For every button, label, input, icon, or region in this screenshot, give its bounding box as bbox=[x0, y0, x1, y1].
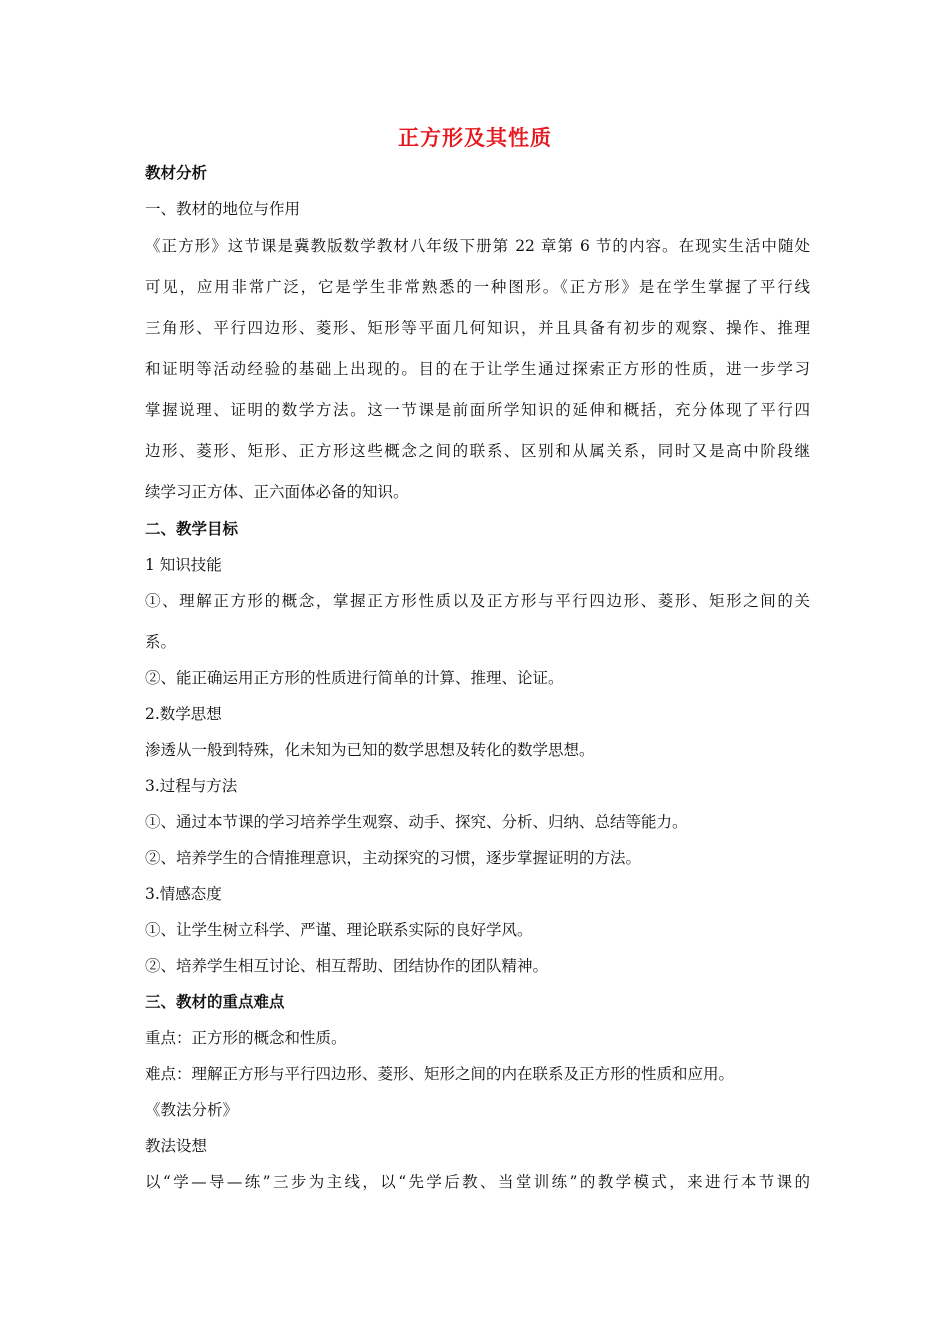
difficulty-line: 难点：理解正方形与平行四边形、菱形、矩形之间的内在联系及正方形的性质和应用。 bbox=[145, 1065, 735, 1083]
list-item: ②、培养学生的合情推理意识，主动探究的习惯，逐步掌握证明的方法。 bbox=[145, 849, 642, 867]
paragraph-line: 边形、菱形、矩形、正方形这些概念之间的联系、区别和从属关系，同时又是高中阶段继 bbox=[145, 442, 810, 460]
subheading-teaching-method-plan: 教法设想 bbox=[145, 1137, 208, 1155]
section-heading-textbook-analysis: 教材分析 bbox=[145, 164, 208, 182]
list-item: ①、让学生树立科学、严谨、理论联系实际的良好学风。 bbox=[145, 921, 533, 939]
subheading-teaching-method-analysis: 《教法分析》 bbox=[145, 1101, 239, 1119]
key-point-line: 重点：正方形的概念和性质。 bbox=[145, 1029, 347, 1047]
subheading-attitude: 3.情感态度 bbox=[145, 885, 222, 903]
subheading-process-method: 3.过程与方法 bbox=[145, 777, 238, 795]
paragraph-line: 可见，应用非常广泛，它是学生非常熟悉的一种图形。《正方形》是在学生掌握了平行线 bbox=[145, 278, 810, 296]
paragraph-line: 《正方形》这节课是冀教版数学教材八年级下册第 22 章第 6 节的内容。在现实生活中随处 bbox=[145, 237, 810, 255]
section-heading-teaching-goals: 二、教学目标 bbox=[145, 520, 239, 538]
list-item: ①、理解正方形的概念，掌握正方形性质以及正方形与平行四边形、菱形、矩形之间的关 bbox=[145, 592, 810, 610]
section-heading-key-points: 三、教材的重点难点 bbox=[145, 993, 285, 1011]
paragraph-line: 和证明等活动经验的基础上出现的。目的在于让学生通过探索正方形的性质，进一步学习 bbox=[145, 360, 810, 378]
list-item: ①、通过本节课的学习培养学生观察、动手、探究、分析、归纳、总结等能力。 bbox=[145, 813, 688, 831]
paragraph-line: 以“学—导—练”三步为主线，以“先学后教、当堂训练”的教学模式，来进行本节课的 bbox=[145, 1173, 810, 1191]
paragraph-line: 续学习正方体、正六面体必备的知识。 bbox=[145, 483, 409, 501]
list-item: ②、培养学生相互讨论、相互帮助、团结协作的团队精神。 bbox=[145, 957, 549, 975]
paragraph-line: 渗透从一般到特殊，化未知为已知的数学思想及转化的数学思想。 bbox=[145, 741, 595, 759]
subheading-knowledge-skills: 1 知识技能 bbox=[145, 556, 222, 574]
list-item: ②、能正确运用正方形的性质进行简单的计算、推理、论证。 bbox=[145, 669, 564, 687]
page-title: 正方形及其性质 bbox=[398, 126, 552, 150]
paragraph-line: 掌握说理、证明的数学方法。这一节课是前面所学知识的延伸和概括，充分体现了平行四 bbox=[145, 401, 810, 419]
paragraph-line: 三角形、平行四边形、菱形、矩形等平面几何知识，并且具备有初步的观察、操作、推理 bbox=[145, 319, 810, 337]
subheading-math-thinking: 2.数学思想 bbox=[145, 705, 222, 723]
subheading-role: 一、教材的地位与作用 bbox=[145, 200, 301, 218]
list-item-continuation: 系。 bbox=[145, 633, 177, 651]
